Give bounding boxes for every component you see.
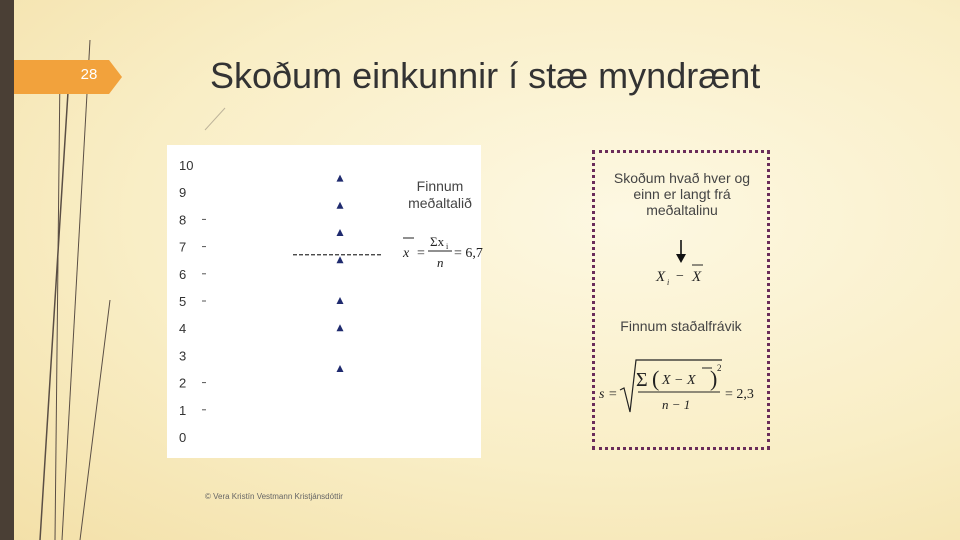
deviation-xbar: X	[692, 269, 702, 285]
deviation-sub: i	[667, 278, 670, 287]
data-point	[337, 202, 344, 209]
mean-formula-result: = 6,7	[454, 246, 483, 261]
sd-formula-power: 2	[717, 363, 722, 373]
svg-text:): )	[710, 366, 718, 391]
left-sidebar-bar	[0, 0, 14, 540]
y-tick-label: 6	[179, 266, 187, 282]
arrow-down-icon	[675, 240, 687, 264]
sd-formula-result: = 2,3	[725, 387, 754, 402]
y-tick-label: 9	[179, 185, 187, 201]
mean-formula-lhs: x	[403, 246, 410, 261]
slide-title: Skoðum einkunnir í stæ myndrænt	[210, 55, 761, 96]
sd-formula-inner: X − X	[662, 373, 696, 388]
svg-text:(: (	[652, 366, 660, 391]
deviation-minus: −	[676, 269, 684, 284]
y-tick-label: 3	[179, 348, 187, 364]
deviation-formula	[652, 262, 716, 288]
data-point	[337, 229, 344, 236]
data-point	[337, 365, 344, 372]
mean-formula	[400, 232, 496, 276]
sd-formula-denominator: n − 1	[662, 397, 691, 412]
data-point	[337, 297, 344, 304]
find-sd-label: Finnum staðalfrávik	[620, 318, 742, 334]
data-point	[337, 324, 344, 331]
sd-formula	[596, 356, 768, 418]
deviation-xi: X	[656, 269, 666, 285]
data-point	[337, 256, 344, 263]
data-point	[337, 175, 344, 182]
y-tick-label: 5	[179, 294, 187, 309]
deviation-explanation: Skoðum hvað hver og einn er langt frá meðaltalinu	[613, 170, 751, 218]
y-tick-label: 10	[179, 158, 194, 173]
y-tick-label: 8	[179, 212, 187, 228]
slide-number-badge	[14, 60, 122, 94]
y-tick-label: 2	[179, 375, 187, 391]
sd-formula-sigma: Σ	[636, 369, 648, 391]
sd-formula-s: s =	[599, 387, 618, 402]
y-tick-label: 4	[179, 321, 187, 337]
slide-number: 28	[80, 66, 98, 83]
mean-formula-numerator: Σx	[430, 234, 445, 249]
copyright-footer: © Vera Kristín Vestmann Kristjánsdóttir	[205, 492, 343, 501]
find-mean-label: Finnum meðaltalið	[408, 178, 472, 211]
svg-text:=: =	[417, 246, 425, 261]
y-tick-label: 7	[179, 239, 187, 255]
mean-formula-subscript: i	[446, 242, 449, 251]
y-tick-label: 0	[179, 430, 187, 445]
mean-formula-denominator: n	[437, 255, 444, 270]
y-tick-label: 1	[179, 402, 187, 418]
